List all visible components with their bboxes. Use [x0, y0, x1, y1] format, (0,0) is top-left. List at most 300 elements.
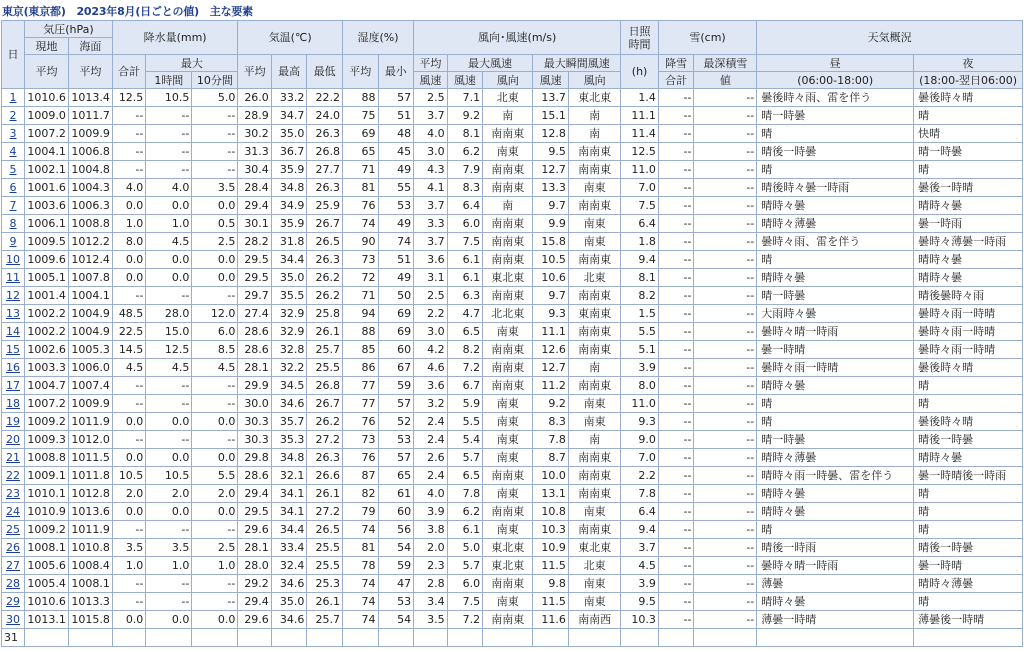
- table-cell: 晴: [914, 377, 1023, 395]
- table-cell: 南南東: [483, 179, 533, 197]
- table-cell: 南東: [568, 233, 620, 251]
- table-cell: 1.0: [146, 557, 192, 575]
- day-link[interactable]: 15: [6, 342, 20, 356]
- table-cell: [192, 629, 238, 647]
- table-cell: --: [694, 539, 757, 557]
- day-cell: [2, 575, 25, 593]
- table-cell: 75: [342, 107, 378, 125]
- table-cell: 3.7: [621, 539, 659, 557]
- table-cell: 3.5: [112, 539, 145, 557]
- table-cell: 28.6: [238, 323, 271, 341]
- table-cell: 6.1: [447, 521, 483, 539]
- table-cell: 71: [342, 287, 378, 305]
- header-wind-avg-speed: 風速: [414, 72, 447, 89]
- table-cell: 晴後一時曇: [757, 143, 914, 161]
- table-cell: 5.0: [192, 89, 238, 107]
- table-cell: 1003.6: [25, 197, 69, 215]
- day-cell: [2, 413, 25, 431]
- day-cell: [2, 557, 25, 575]
- table-cell: --: [192, 161, 238, 179]
- header-precip-10m: 10分間: [192, 72, 238, 89]
- table-cell: 晴: [914, 593, 1023, 611]
- table-cell: 9.9: [533, 215, 569, 233]
- table-cell: 1009.9: [68, 395, 112, 413]
- table-cell: 1009.0: [25, 107, 69, 125]
- table-cell: 南南東: [483, 611, 533, 629]
- day-cell: [2, 485, 25, 503]
- table-cell: 34.1: [271, 503, 307, 521]
- table-cell: --: [658, 125, 694, 143]
- table-cell: 北北東: [483, 305, 533, 323]
- table-cell: --: [192, 143, 238, 161]
- table-cell: 51: [378, 107, 414, 125]
- day-link[interactable]: 16: [6, 360, 20, 374]
- table-cell: 3.5: [414, 611, 447, 629]
- day-cell: [2, 269, 25, 287]
- table-cell: 8.0: [621, 377, 659, 395]
- day-cell: [2, 161, 25, 179]
- table-cell: 曇後時々晴: [914, 89, 1023, 107]
- table-cell: --: [192, 395, 238, 413]
- table-cell: 南南東: [483, 215, 533, 233]
- table-cell: --: [658, 305, 694, 323]
- table-cell: 1007.2: [25, 395, 69, 413]
- table-cell: 1.0: [192, 557, 238, 575]
- table-cell: 南南東: [568, 521, 620, 539]
- table-cell: --: [658, 557, 694, 575]
- table-cell: 0.0: [112, 251, 145, 269]
- table-cell: 33.2: [271, 89, 307, 107]
- table-cell: 曇後時々晴: [914, 359, 1023, 377]
- table-cell: 1009.3: [25, 431, 69, 449]
- day-link[interactable]: 4: [9, 144, 17, 158]
- table-cell: --: [694, 251, 757, 269]
- table-cell: 0.0: [112, 449, 145, 467]
- table-cell: --: [694, 575, 757, 593]
- day-link[interactable]: 1: [9, 90, 17, 104]
- table-cell: 79: [342, 503, 378, 521]
- table-cell: 32.9: [271, 323, 307, 341]
- header-day: 日: [2, 21, 25, 89]
- table-cell: 2.4: [414, 431, 447, 449]
- table-cell: 曇時々晴一時雨: [757, 323, 914, 341]
- table-cell: 67: [378, 359, 414, 377]
- table-cell: --: [694, 215, 757, 233]
- table-cell: 35.0: [271, 593, 307, 611]
- table-cell: 34.4: [271, 521, 307, 539]
- table-cell: 1013.6: [68, 503, 112, 521]
- table-cell: --: [658, 539, 694, 557]
- table-cell: 曇時々雨一時晴: [757, 359, 914, 377]
- table-cell: 1010.1: [25, 485, 69, 503]
- table-cell: 6.5: [447, 323, 483, 341]
- table-cell: 0.0: [112, 503, 145, 521]
- table-cell: 4.5: [146, 359, 192, 377]
- table-cell: 南東: [483, 143, 533, 161]
- table-cell: --: [658, 323, 694, 341]
- table-cell: 4.5: [192, 359, 238, 377]
- table-cell: 29.4: [238, 593, 271, 611]
- table-cell: 1011.9: [68, 521, 112, 539]
- table-cell: 29.6: [238, 521, 271, 539]
- table-cell: 26.8: [307, 143, 343, 161]
- table-cell: 晴一時曇: [757, 107, 914, 125]
- day-link[interactable]: 14: [6, 324, 20, 338]
- header-snow-fall: 降雪: [658, 55, 694, 72]
- table-cell: --: [694, 467, 757, 485]
- table-cell: --: [694, 395, 757, 413]
- table-cell: 12.8: [533, 125, 569, 143]
- header-pressure-sea: 海面: [68, 38, 112, 55]
- table-cell: --: [658, 215, 694, 233]
- day-link[interactable]: 8: [9, 216, 17, 230]
- table-cell: 6.2: [447, 503, 483, 521]
- table-cell: 2.4: [414, 413, 447, 431]
- table-cell: 1004.7: [25, 377, 69, 395]
- table-cell: 27.7: [307, 161, 343, 179]
- day-link[interactable]: 25: [6, 522, 20, 536]
- table-cell: 0.0: [146, 269, 192, 287]
- day-cell: [2, 539, 25, 557]
- table-cell: 26.1: [307, 593, 343, 611]
- table-cell: [146, 629, 192, 647]
- table-cell: 25.3: [307, 575, 343, 593]
- day-link[interactable]: 10: [6, 252, 20, 266]
- table-cell: --: [694, 287, 757, 305]
- day-link[interactable]: 2: [9, 108, 17, 122]
- header-precip-max: 最大: [146, 55, 238, 72]
- table-cell: 7.8: [447, 485, 483, 503]
- table-cell: 11.6: [533, 611, 569, 629]
- day-link[interactable]: 24: [6, 504, 20, 518]
- table-cell: 1007.2: [25, 125, 69, 143]
- day-link[interactable]: 11: [6, 270, 20, 284]
- day-link[interactable]: 5: [9, 162, 17, 176]
- day-link[interactable]: 9: [9, 234, 17, 248]
- header-weather-night: 夜: [914, 55, 1023, 72]
- day-link[interactable]: 27: [6, 558, 20, 572]
- table-cell: [307, 629, 343, 647]
- table-cell: 晴時々薄曇: [914, 575, 1023, 593]
- day-link[interactable]: 18: [6, 396, 20, 410]
- table-cell: 南東: [483, 593, 533, 611]
- table-cell: --: [658, 485, 694, 503]
- table-cell: 9.7: [533, 287, 569, 305]
- table-cell: 61: [378, 485, 414, 503]
- table-cell: 晴一時曇: [914, 143, 1023, 161]
- header-humidity-avg: 平均: [342, 55, 378, 89]
- table-cell: --: [146, 575, 192, 593]
- table-cell: 35.3: [271, 431, 307, 449]
- table-cell: 8.3: [447, 179, 483, 197]
- table-cell: 晴後一時雨: [757, 539, 914, 557]
- table-cell: 0.0: [146, 503, 192, 521]
- table-cell: 晴: [914, 107, 1023, 125]
- table-cell: 30.0: [238, 395, 271, 413]
- table-cell: 29.4: [238, 485, 271, 503]
- table-cell: 1001.4: [25, 287, 69, 305]
- table-cell: 1009.5: [25, 233, 69, 251]
- table-cell: [533, 629, 569, 647]
- table-cell: 10.0: [533, 467, 569, 485]
- table-cell: 晴: [914, 161, 1023, 179]
- table-cell: 87: [342, 467, 378, 485]
- table-cell: 35.5: [271, 287, 307, 305]
- table-cell: 0.5: [192, 215, 238, 233]
- weather-table: [1, 20, 1023, 647]
- day-link[interactable]: 28: [6, 576, 20, 590]
- table-cell: 26.2: [307, 413, 343, 431]
- table-cell: 1005.6: [25, 557, 69, 575]
- table-cell: 5.1: [621, 341, 659, 359]
- table-cell: 8.3: [533, 413, 569, 431]
- table-cell: 晴時々曇: [914, 269, 1023, 287]
- table-cell: 南東: [483, 485, 533, 503]
- table-cell: 1007.8: [68, 269, 112, 287]
- day-link[interactable]: 19: [6, 414, 20, 428]
- table-cell: 南南東: [568, 161, 620, 179]
- table-cell: 晴後曇時々雨: [914, 287, 1023, 305]
- table-row: [2, 539, 1023, 557]
- table-cell: 1005.1: [25, 269, 69, 287]
- table-cell: 3.9: [621, 575, 659, 593]
- table-cell: 6.5: [447, 467, 483, 485]
- table-cell: --: [694, 89, 757, 107]
- table-cell: 1012.4: [68, 251, 112, 269]
- table-cell: 6.0: [447, 215, 483, 233]
- table-cell: 9.0: [621, 431, 659, 449]
- table-cell: 6.4: [621, 215, 659, 233]
- table-cell: 0.0: [146, 251, 192, 269]
- table-cell: 1011.5: [68, 449, 112, 467]
- day-link[interactable]: 20: [6, 432, 20, 446]
- table-cell: 晴: [757, 413, 914, 431]
- table-row: [2, 287, 1023, 305]
- table-cell: 29.2: [238, 575, 271, 593]
- table-cell: 35.0: [271, 125, 307, 143]
- table-cell: 南南東: [568, 143, 620, 161]
- table-cell: [112, 629, 145, 647]
- table-cell: 11.5: [533, 557, 569, 575]
- table-row: [2, 521, 1023, 539]
- table-row: [2, 233, 1023, 251]
- day-link[interactable]: 29: [6, 594, 20, 608]
- table-cell: 32.4: [271, 557, 307, 575]
- table-row: [2, 89, 1023, 107]
- table-cell: 6.4: [621, 503, 659, 521]
- table-cell: 27.4: [238, 305, 271, 323]
- table-cell: 13.7: [533, 89, 569, 107]
- day-cell: [2, 89, 25, 107]
- table-cell: --: [658, 287, 694, 305]
- table-cell: 1001.6: [25, 179, 69, 197]
- table-cell: 1.8: [621, 233, 659, 251]
- table-cell: --: [658, 503, 694, 521]
- table-cell: 49: [378, 269, 414, 287]
- day-link[interactable]: 7: [9, 198, 17, 212]
- table-cell: 35.9: [271, 161, 307, 179]
- table-cell: 南南東: [483, 233, 533, 251]
- table-cell: 59: [378, 377, 414, 395]
- day-cell: [2, 377, 25, 395]
- table-cell: 8.1: [621, 269, 659, 287]
- table-cell: 晴時々曇: [757, 593, 914, 611]
- table-cell: 南: [568, 359, 620, 377]
- table-cell: 南南東: [483, 575, 533, 593]
- table-cell: 1008.1: [68, 575, 112, 593]
- day-link[interactable]: 21: [6, 450, 20, 464]
- table-cell: 1005.3: [68, 341, 112, 359]
- table-row: [2, 323, 1023, 341]
- table-cell: 南南東: [483, 377, 533, 395]
- table-cell: --: [658, 521, 694, 539]
- table-cell: 26.5: [307, 233, 343, 251]
- table-cell: 1002.1: [25, 161, 69, 179]
- table-cell: 曇後時々晴: [914, 413, 1023, 431]
- table-cell: --: [658, 179, 694, 197]
- table-row: [2, 341, 1023, 359]
- table-cell: 88: [342, 323, 378, 341]
- table-cell: 3.0: [414, 323, 447, 341]
- day-cell: [2, 611, 25, 629]
- table-cell: 6.0: [192, 323, 238, 341]
- table-cell: 72: [342, 269, 378, 287]
- table-cell: 晴時々薄曇: [757, 215, 914, 233]
- table-cell: 晴時々曇: [757, 269, 914, 287]
- table-cell: 晴: [757, 521, 914, 539]
- table-cell: 4.6: [414, 359, 447, 377]
- table-cell: 30.1: [238, 215, 271, 233]
- table-cell: 北東: [568, 269, 620, 287]
- table-cell: 26.7: [307, 215, 343, 233]
- day-link[interactable]: 17: [6, 378, 20, 392]
- header-pressure-station-avg: 平均: [25, 55, 69, 89]
- table-cell: 28.4: [238, 179, 271, 197]
- table-cell: 曇一時晴後一時雨: [914, 467, 1023, 485]
- table-cell: 4.1: [414, 179, 447, 197]
- table-cell: 22.2: [307, 89, 343, 107]
- table-cell: 南東: [568, 593, 620, 611]
- table-cell: 1013.1: [25, 611, 69, 629]
- table-cell: --: [694, 125, 757, 143]
- table-cell: 曇時々雨一時晴: [914, 305, 1023, 323]
- table-cell: 3.6: [414, 377, 447, 395]
- table-cell: 7.2: [447, 359, 483, 377]
- table-cell: 26.1: [307, 323, 343, 341]
- table-cell: 4.5: [621, 557, 659, 575]
- table-cell: 曇一時晴: [914, 557, 1023, 575]
- day-cell: [2, 449, 25, 467]
- table-cell: 9.3: [621, 413, 659, 431]
- table-cell: --: [658, 593, 694, 611]
- table-cell: 晴時々曇: [914, 251, 1023, 269]
- header-wind-gust-speed: 風速: [533, 72, 569, 89]
- table-cell: 0.0: [146, 449, 192, 467]
- table-cell: 1012.2: [68, 233, 112, 251]
- table-cell: 31.8: [271, 233, 307, 251]
- table-cell: 78: [342, 557, 378, 575]
- table-cell: 4.2: [414, 341, 447, 359]
- table-cell: 東南東: [568, 305, 620, 323]
- day-link[interactable]: 6: [9, 180, 17, 194]
- table-cell: --: [694, 449, 757, 467]
- table-cell: 26.3: [307, 449, 343, 467]
- table-cell: --: [658, 449, 694, 467]
- day-link[interactable]: 3: [9, 126, 17, 140]
- table-cell: --: [658, 251, 694, 269]
- table-cell: 晴時々薄曇: [757, 449, 914, 467]
- header-pressure-station: 現地: [25, 38, 69, 55]
- table-cell: 81: [342, 539, 378, 557]
- table-cell: [568, 629, 620, 647]
- table-cell: --: [694, 305, 757, 323]
- table-cell: 4.0: [414, 125, 447, 143]
- table-cell: --: [694, 197, 757, 215]
- table-cell: 32.9: [271, 305, 307, 323]
- header-wind-max: 最大風速: [447, 55, 533, 72]
- table-cell: 南: [483, 197, 533, 215]
- table-cell: --: [192, 125, 238, 143]
- day-link[interactable]: 23: [6, 486, 20, 500]
- table-cell: --: [146, 161, 192, 179]
- table-cell: 6.1: [447, 251, 483, 269]
- table-cell: --: [694, 503, 757, 521]
- day-link[interactable]: 22: [6, 468, 20, 482]
- table-cell: 曇時々雨一時晴: [914, 323, 1023, 341]
- day-link[interactable]: 12: [6, 288, 20, 302]
- table-cell: 1002.2: [25, 323, 69, 341]
- day-link[interactable]: 30: [6, 612, 20, 626]
- table-cell: --: [658, 89, 694, 107]
- table-cell: --: [694, 161, 757, 179]
- header-precip: 降水量(mm): [112, 21, 238, 55]
- day-cell: [2, 233, 25, 251]
- table-cell: 3.9: [621, 359, 659, 377]
- table-cell: 94: [342, 305, 378, 323]
- table-cell: 11.5: [533, 593, 569, 611]
- table-cell: 南: [483, 107, 533, 125]
- day-cell: [2, 467, 25, 485]
- table-cell: 12.6: [533, 341, 569, 359]
- table-cell: 26.3: [307, 179, 343, 197]
- table-cell: 49: [378, 215, 414, 233]
- table-cell: 27.2: [307, 503, 343, 521]
- table-cell: 53: [378, 431, 414, 449]
- table-cell: [483, 629, 533, 647]
- table-cell: 48: [378, 125, 414, 143]
- header-precip-total: 合計: [112, 55, 145, 89]
- table-cell: 0.0: [192, 269, 238, 287]
- table-cell: 10.9: [533, 539, 569, 557]
- header-humidity: 湿度(%): [342, 21, 413, 55]
- table-cell: 0.0: [192, 251, 238, 269]
- table-cell: 1004.1: [25, 143, 69, 161]
- day-link[interactable]: 26: [6, 540, 20, 554]
- day-link[interactable]: 13: [6, 306, 20, 320]
- table-cell: 4.0: [146, 179, 192, 197]
- table-cell: 1006.8: [68, 143, 112, 161]
- table-cell: 曇後一時晴: [914, 179, 1023, 197]
- table-row: [2, 485, 1023, 503]
- table-cell: 74: [378, 233, 414, 251]
- table-cell: 2.3: [414, 557, 447, 575]
- table-row: [2, 197, 1023, 215]
- table-cell: 7.2: [447, 611, 483, 629]
- table-cell: 11.1: [533, 323, 569, 341]
- table-cell: 1011.9: [68, 413, 112, 431]
- header-temp-high: 最高: [271, 55, 307, 89]
- table-cell: 南南東: [483, 359, 533, 377]
